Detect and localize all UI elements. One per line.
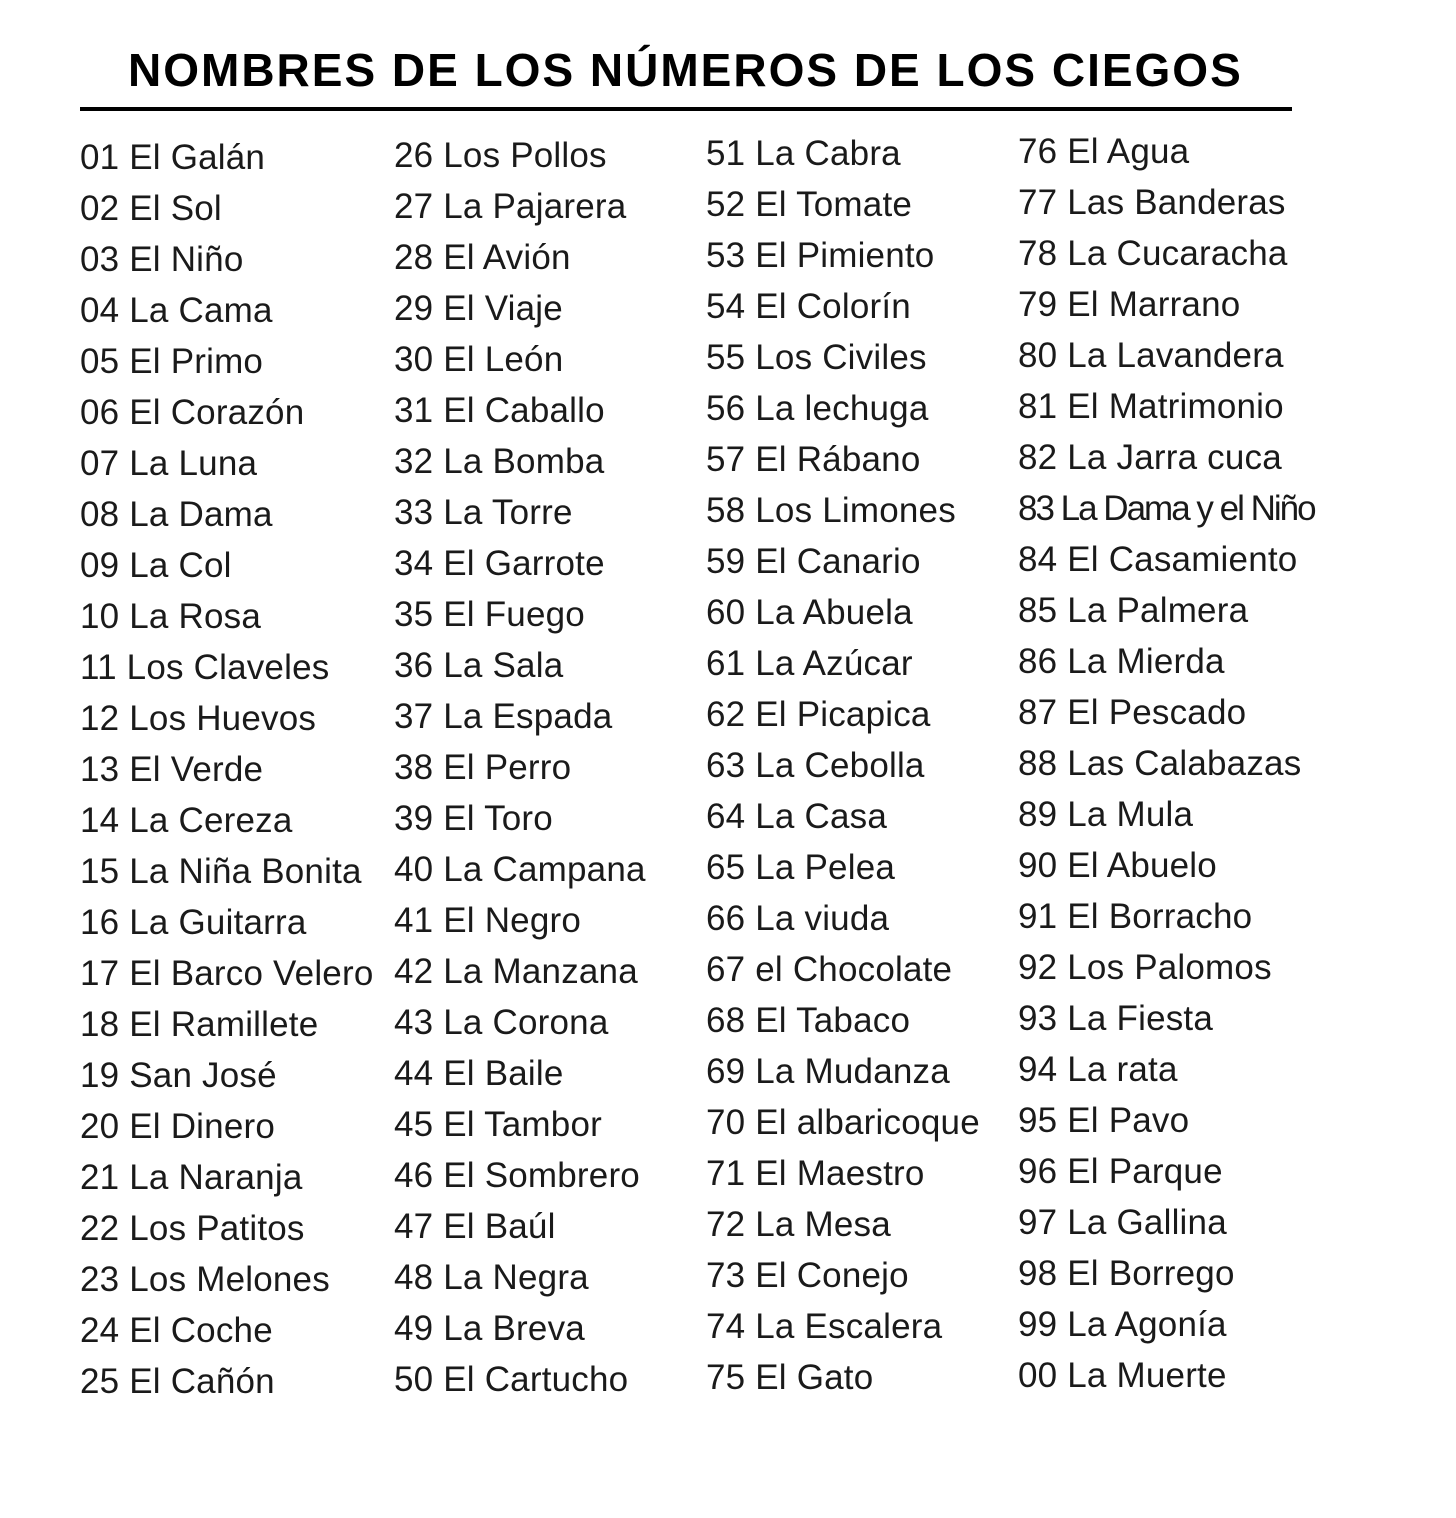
number-name-item: 06 El Corazón — [80, 393, 305, 432]
number-name-item: 59 El Canario — [706, 542, 921, 581]
number-name-item: 58 Los Limones — [706, 491, 956, 530]
number-name-item: 55 Los Civiles — [706, 338, 927, 377]
number-name-item: 33 La Torre — [394, 493, 573, 532]
number-name-item: 02 El Sol — [80, 189, 222, 228]
number-name-item: 92 Los Palomos — [1018, 948, 1272, 987]
number-name-item: 22 Los Patitos — [80, 1209, 305, 1248]
number-name-item: 54 El Colorín — [706, 287, 911, 326]
number-name-item: 49 La Breva — [394, 1309, 585, 1348]
number-name-item: 44 El Baile — [394, 1054, 564, 1093]
number-name-item: 34 El Garrote — [394, 544, 605, 583]
number-name-item: 56 La lechuga — [706, 389, 929, 428]
number-name-item: 85 La Palmera — [1018, 591, 1249, 630]
number-name-item: 42 La Manzana — [394, 952, 638, 991]
number-name-item: 98 El Borrego — [1018, 1254, 1235, 1293]
number-name-item: 81 El Matrimonio — [1018, 387, 1284, 426]
number-name-item: 16 La Guitarra — [80, 903, 307, 942]
number-name-item: 73 El Conejo — [706, 1256, 909, 1295]
number-name-item: 50 El Cartucho — [394, 1360, 629, 1399]
number-name-item: 28 El Avión — [394, 238, 571, 277]
number-name-item: 60 La Abuela — [706, 593, 913, 632]
number-name-item: 99 La Agonía — [1018, 1305, 1227, 1344]
number-name-item: 75 El Gato — [706, 1358, 874, 1397]
number-name-item: 10 La Rosa — [80, 597, 262, 636]
number-name-item: 87 El Pescado — [1018, 693, 1247, 732]
number-name-item: 48 La Negra — [394, 1258, 589, 1297]
number-name-item: 04 La Cama — [80, 291, 273, 330]
number-name-item: 52 El Tomate — [706, 185, 913, 224]
number-name-item: 94 La rata — [1018, 1050, 1178, 1089]
number-name-item: 11 Los Claveles — [80, 648, 330, 687]
number-name-item: 46 El Sombrero — [394, 1156, 640, 1195]
number-name-item: 91 El Borracho — [1018, 897, 1253, 936]
number-name-item: 84 El Casamiento — [1018, 540, 1298, 579]
number-name-item: 30 El León — [394, 340, 564, 379]
number-name-item: 68 El Tabaco — [706, 1001, 911, 1040]
number-name-item: 45 El Tambor — [394, 1105, 602, 1144]
number-name-item: 18 El Ramillete — [80, 1005, 319, 1044]
number-name-item: 26 Los Pollos — [394, 136, 607, 175]
number-name-item: 70 El albaricoque — [706, 1103, 980, 1142]
number-name-item: 90 El Abuelo — [1018, 846, 1217, 885]
number-name-item: 62 El Picapica — [706, 695, 931, 734]
number-name-item: 82 La Jarra cuca — [1018, 438, 1282, 477]
number-name-item: 86 La Mierda — [1018, 642, 1225, 681]
number-name-item: 80 La Lavandera — [1018, 336, 1284, 375]
number-name-item: 66 La viuda — [706, 899, 890, 938]
number-name-item: 25 El Cañón — [80, 1362, 275, 1401]
number-name-item: 74 La Escalera — [706, 1307, 943, 1346]
number-name-item: 93 La Fiesta — [1018, 999, 1214, 1038]
number-name-item: 61 La Azúcar — [706, 644, 913, 683]
number-name-item: 19 San José — [80, 1056, 277, 1095]
number-name-item: 40 La Campana — [394, 850, 646, 889]
number-name-item: 72 La Mesa — [706, 1205, 891, 1244]
number-name-item: 39 El Toro — [394, 799, 553, 838]
number-name-item: 63 La Cebolla — [706, 746, 925, 785]
number-name-item: 38 El Perro — [394, 748, 572, 787]
number-name-item: 77 Las Banderas — [1018, 183, 1286, 222]
number-name-item: 32 La Bomba — [394, 442, 605, 481]
number-name-item: 36 La Sala — [394, 646, 564, 685]
number-name-item: 07 La Luna — [80, 444, 258, 483]
number-name-item: 57 El Rábano — [706, 440, 921, 479]
number-name-item: 12 Los Huevos — [80, 699, 317, 738]
number-name-item: 83 La Dama y el Niño — [1018, 489, 1315, 528]
number-name-item: 43 La Corona — [394, 1003, 609, 1042]
number-name-item: 76 El Agua — [1018, 132, 1190, 171]
number-name-item: 01 El Galán — [80, 138, 266, 177]
number-name-item: 95 El Pavo — [1018, 1101, 1190, 1140]
number-name-item: 47 El Baúl — [394, 1207, 556, 1246]
number-name-item: 51 La Cabra — [706, 134, 901, 173]
number-name-item: 05 El Primo — [80, 342, 264, 381]
number-name-item: 20 El Dinero — [80, 1107, 276, 1146]
number-name-item: 69 La Mudanza — [706, 1052, 950, 1091]
number-name-item: 79 El Marrano — [1018, 285, 1241, 324]
number-name-item: 31 El Caballo — [394, 391, 605, 430]
number-name-item: 35 El Fuego — [394, 595, 585, 634]
number-name-item: 97 La Gallina — [1018, 1203, 1227, 1242]
number-name-item: 03 El Niño — [80, 240, 244, 279]
number-name-item: 37 La Espada — [394, 697, 613, 736]
number-name-item: 71 El Maestro — [706, 1154, 925, 1193]
number-name-item: 27 La Pajarera — [394, 187, 627, 226]
number-name-item: 65 La Pelea — [706, 848, 896, 887]
number-name-item: 08 La Dama — [80, 495, 273, 534]
number-name-item: 67 el Chocolate — [706, 950, 953, 989]
number-name-item: 78 La Cucaracha — [1018, 234, 1288, 273]
number-name-item: 14 La Cereza — [80, 801, 293, 840]
number-name-item: 24 El Coche — [80, 1311, 273, 1350]
number-name-item: 53 El Pimiento — [706, 236, 935, 275]
number-name-item: 88 Las Calabazas — [1018, 744, 1302, 783]
title-underline — [80, 107, 1292, 111]
number-name-item: 23 Los Melones — [80, 1260, 330, 1299]
number-name-item: 29 El Viaje — [394, 289, 563, 328]
number-name-item: 00 La Muerte — [1018, 1356, 1227, 1395]
number-name-item: 89 La Mula — [1018, 795, 1194, 834]
number-name-item: 15 La Niña Bonita — [80, 852, 362, 891]
number-name-item: 09 La Col — [80, 546, 232, 585]
number-name-item: 96 El Parque — [1018, 1152, 1223, 1191]
number-name-item: 41 El Negro — [394, 901, 582, 940]
number-name-item: 64 La Casa — [706, 797, 888, 836]
number-name-item: 21 La Naranja — [80, 1158, 303, 1197]
number-name-item: 17 El Barco Velero — [80, 954, 374, 993]
number-name-item: 13 El Verde — [80, 750, 264, 789]
page-title: NOMBRES DE LOS NÚMEROS DE LOS CIEGOS — [128, 44, 1243, 96]
